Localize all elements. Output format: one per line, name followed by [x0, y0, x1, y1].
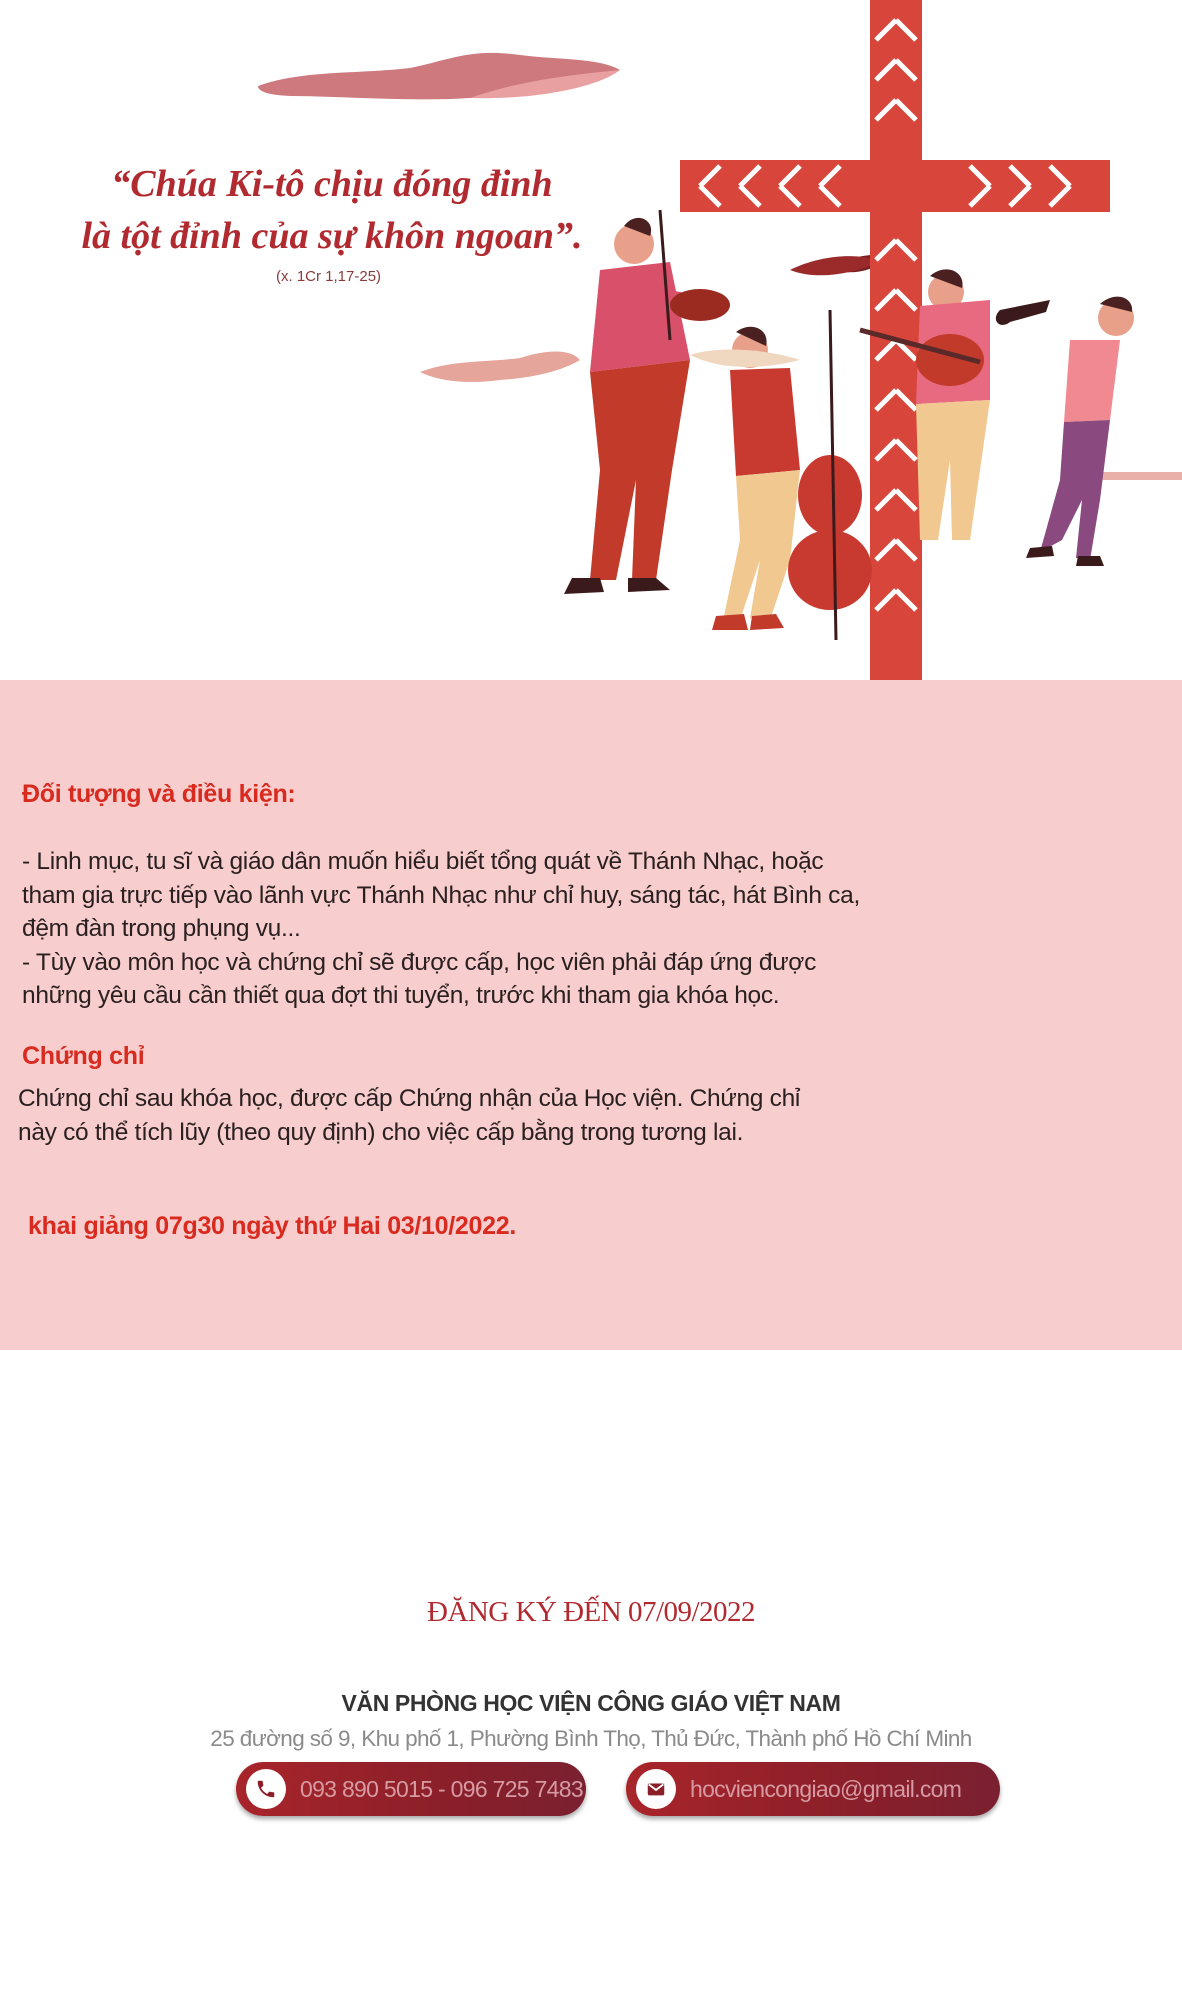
phone-contact[interactable] [236, 1762, 586, 1816]
scripture-quote [72, 158, 592, 262]
eligibility-text [22, 845, 860, 1013]
eligibility-line: những yêu cầu cần thiết qua đợt thi tuyển, trước khi tham gia khóa học. [22, 982, 780, 1009]
eligibility-line: - Linh mục, tu sĩ và giáo dân muốn hiểu biết tổng quát về Thánh Nhạc, hoặc [22, 848, 824, 875]
eligibility-line: tham gia trực tiếp vào lãnh vực Thánh Nhạc như chỉ huy, sáng tác, hát Bình ca, [22, 881, 860, 909]
email-contact[interactable] [626, 1762, 1000, 1816]
certificate-line: Chứng chỉ sau khóa học, được cấp Chứng nhận của Học viện. Chứng chỉ [18, 1085, 801, 1112]
eligibility-heading: Đối tượng và điều kiện: [22, 780, 296, 808]
quote-reference: (x. 1Cr 1,17-25) [276, 268, 382, 285]
eligibility-line: - Tùy vào môn học và chứng chỉ sẽ được cấp, học viên phải đáp ứng được [22, 948, 817, 976]
office-name: VĂN PHÒNG HỌC VIỆN CÔNG GIÁO VIỆT NAM [341, 1690, 841, 1716]
quote-line-2: là tột đỉnh của sự khôn ngoan”. [81, 215, 583, 257]
registration-deadline: ĐĂNG KÝ ĐẾN 07/09/2022 [426, 1596, 756, 1628]
certificate-line: này có thể tích lũy (theo quy định) cho việc cấp bằng trong tương lai. [18, 1118, 744, 1146]
hero-banner [0, 0, 1182, 680]
email-address: hocviencongiao@gmail.com [690, 1775, 962, 1802]
certificate-text [18, 1082, 800, 1149]
certificate-heading: Chứng chỉ [22, 1042, 145, 1070]
phone-numbers: 093 890 5015 - 096 725 7483 [300, 1775, 583, 1802]
opening-date: khai giảng 07g30 ngày thứ Hai 03/10/2022. [28, 1212, 516, 1240]
quote-line-1: “Chúa Ki-tô chịu đóng đinh [111, 163, 553, 205]
eligibility-line: đệm đàn trong phụng vụ... [22, 915, 301, 942]
office-address: 25 đường số 9, Khu phố 1, Phường Bình Thọ, Thủ Đức, Thành phố Hồ Chí Minh [210, 1726, 972, 1751]
phone-icon [246, 1769, 286, 1809]
illustration-musicians-cross [0, 0, 1182, 680]
email-icon [636, 1769, 676, 1809]
